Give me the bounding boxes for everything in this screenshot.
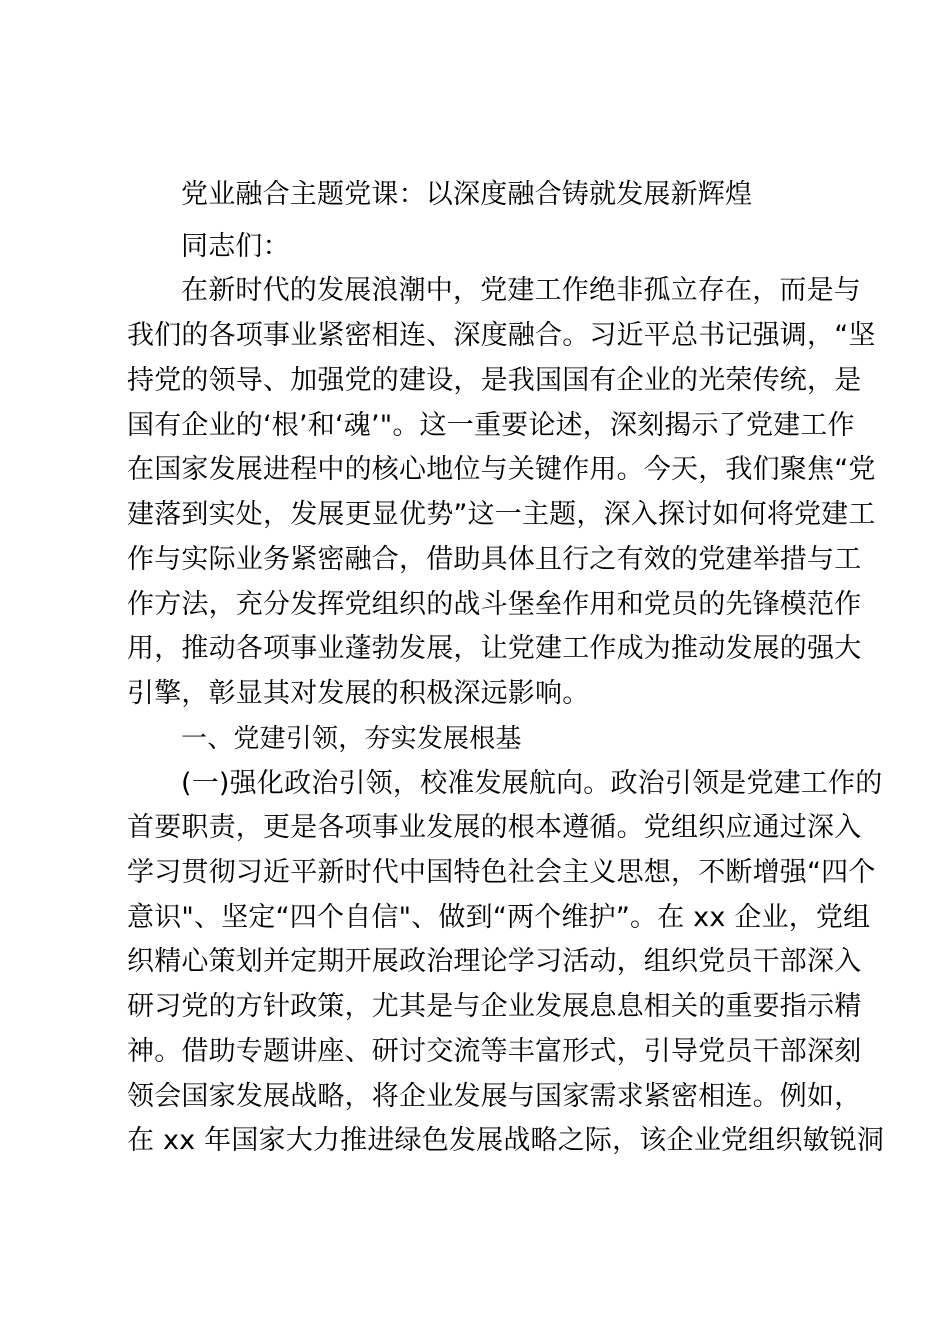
document-title: 党业融合主题党课：以深度融合铸就发展新辉煌 [181,179,753,210]
paragraph-line: 学习贯彻习近平新时代中国特色社会主义思想，不断增强“四个 [127,857,876,888]
section-heading: 一、党建引领，夯实发展根基 [181,724,522,754]
paragraph-line: 我们的各项事业紧密相连、深度融合。习近平总书记强调，“坚 [127,320,876,351]
salutation: 同志们： [181,231,290,262]
paragraph-line: 织精心策划并定期开展政治理论学习活动，组织党员干部深入 [127,946,862,977]
paragraph-line: 持党的领导、加强党的建设，是我国国有企业的光荣传统，是 [127,365,862,396]
paragraph-line: 在新时代的发展浪潮中，党建工作绝非孤立存在，而是与 [181,275,861,306]
paragraph-line: 神。借助专题讲座、研讨交流等丰富形式，引导党员干部深刻 [127,1036,862,1067]
paragraph-line: 作与实际业务紧密融合，借助具体且行之有效的党建举措与工 [127,544,862,575]
paragraph-line: 意识"、坚定“四个自信"、做到“两个维护”。在 xx 企业，党组 [127,902,871,933]
paragraph-line: 引擎，彰显其对发展的积极深远影响。 [127,678,590,709]
paragraph-line: 首要职责，更是各项事业发展的根本遵循。党组织应通过深入 [127,812,862,843]
paragraph-line: 建落到实处，发展更显优势”这一主题，深入探讨如何将党建工 [127,499,876,530]
paragraph-line: 用，推动各项事业蓬勃发展，让党建工作成为推动发展的强大 [127,633,862,664]
paragraph-line: 研习党的方针政策，尤其是与企业发展息息相关的重要指示精 [127,991,862,1022]
paragraph-line: 作方法，充分发挥党组织的战斗堡垒作用和党员的先锋模范作 [127,589,862,620]
paragraph-line: 领会国家发展战略，将企业发展与国家需求紧密相连。例如， [127,1081,862,1112]
paragraph-line: 国有企业的‘根’和‘魂’"。这一重要论述，深刻揭示了党建工作 [127,410,855,441]
paragraph-line: 在国家发展进程中的核心地位与关键作用。今天，我们聚焦“党 [127,454,876,485]
paragraph-line: 在 xx 年国家大力推进绿色发展战略之际，该企业党组织敏锐洞 [127,1125,885,1156]
paragraph-line: (一)强化政治引领，校准发展航向。政治引领是党建工作的 [181,768,883,799]
